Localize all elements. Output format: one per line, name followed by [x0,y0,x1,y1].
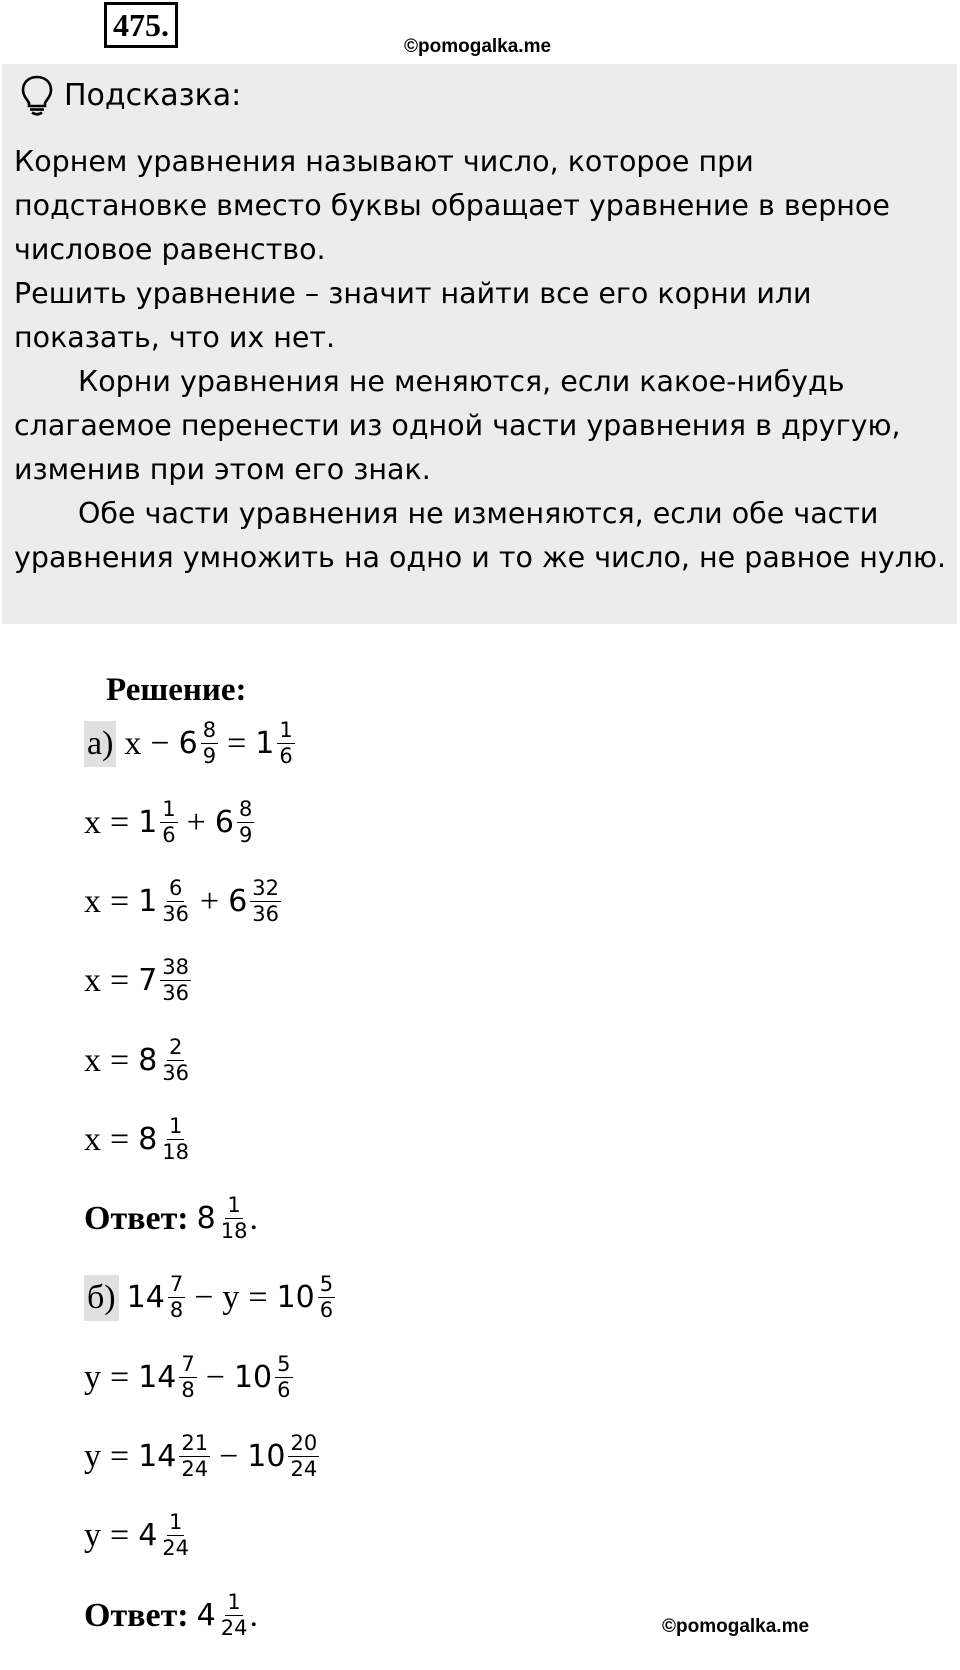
fraction [318,1272,335,1323]
whole-part: 8 [138,1122,158,1157]
denominator: 36 [252,902,280,926]
whole-part: 1 [138,805,158,840]
numerator: 8 [202,718,217,742]
denominator: 18 [162,1140,190,1164]
answer-label: Ответ: [84,1596,189,1634]
period: . [249,1596,258,1634]
whole-part: 1 [255,726,275,761]
equals-sign: = [110,1516,130,1554]
equation-a-6 [84,1114,191,1165]
solution-title: Решение: [106,672,247,708]
variable: y [222,1278,240,1316]
operator: + [186,803,206,841]
fraction [160,1510,191,1561]
denominator: 24 [290,1457,318,1481]
operator: − [205,1358,225,1396]
equals-sign: = [110,1120,130,1158]
whole-part: 10 [233,1360,273,1395]
whole-part: 6 [214,805,234,840]
variable: y [84,1358,101,1396]
fraction [250,876,281,927]
variable: y [84,1516,101,1554]
fraction [168,1272,185,1323]
equation-a-3 [84,876,281,927]
fraction [179,1352,196,1403]
numerator: 6 [168,876,183,900]
whole-part: 10 [247,1439,286,1474]
fraction [201,718,218,769]
part-a-label: а) [84,721,116,767]
variable: y [84,1437,101,1475]
denominator: 6 [277,1378,291,1402]
numerator: 1 [227,1590,241,1614]
denominator: 9 [202,744,217,768]
numerator: 20 [290,1431,318,1455]
operator: − [194,1278,214,1316]
fraction [179,1431,210,1482]
whole-part: 10 [276,1280,315,1315]
fraction [219,1193,250,1244]
whole-part: 14 [138,1439,177,1474]
period: . [249,1199,258,1237]
hint-paragraph: Корни уравнения не меняются, если какое-нибудь слагаемое перенести из одной части уравнения в другую, изменив при этом его знак. [14,365,901,486]
denominator: 8 [169,1298,184,1322]
watermark-top: ©pomogalka.me [404,36,552,57]
denominator: 6 [279,744,293,768]
numerator: 7 [169,1272,184,1296]
part-b-label: б) [84,1275,119,1321]
numerator: 32 [252,876,280,900]
numerator: 38 [162,955,190,979]
numerator: 21 [181,1431,209,1455]
numerator: 2 [168,1035,183,1059]
answer-label: Ответ: [84,1199,189,1237]
equals-sign: = [110,1041,130,1079]
equation-a-4 [84,955,191,1006]
whole-part: 7 [138,963,158,998]
hint-title: Подсказка: [64,77,242,113]
equals-sign: = [110,1358,130,1396]
numerator: 5 [319,1272,334,1296]
whole-part: 6 [178,726,198,761]
variable: x [84,1041,101,1079]
whole-part: 8 [138,1043,158,1078]
hint-text [14,140,954,580]
denominator: 6 [162,823,176,847]
equals-sign: = [110,803,130,841]
fraction [160,1035,191,1086]
operator: − [219,1437,239,1475]
equals-sign: = [110,1437,130,1475]
whole-part: 8 [196,1201,216,1236]
equation-a-5 [84,1035,191,1086]
hint-paragraph: Обе части уравнения не изменяются, если обе части уравнения умножить на одно и то же число, не равное нулю. [14,497,947,574]
equation-b-1 [84,1272,335,1323]
denominator: 18 [220,1219,248,1243]
equation-b-2 [84,1352,293,1403]
denominator: 24 [162,1536,190,1560]
equation-a-1 [84,718,295,769]
fraction [275,1352,292,1403]
fraction [160,955,191,1006]
watermark-bottom: ©pomogalka.me [662,1616,810,1637]
equation-b-4 [84,1510,191,1561]
variable: x [84,1120,101,1158]
equation-a-2 [84,797,254,848]
lightbulb-icon [20,74,54,116]
numerator: 1 [279,718,293,742]
answer-b [84,1590,258,1641]
hint-paragraph: Решить уравнение – значит найти все его корни или показать, что их нет. [14,277,812,354]
whole-part: 14 [126,1280,165,1315]
hint-box [2,64,957,624]
whole-part: 6 [228,884,248,919]
equals-sign: = [227,724,247,762]
numerator: 1 [162,797,176,821]
equals-sign: = [110,961,130,999]
variable: x [84,961,101,999]
numerator: 1 [168,1114,183,1138]
equals-sign: = [110,882,130,920]
variable: x [84,882,101,920]
hint-header [20,74,241,116]
variable: x [84,803,101,841]
denominator: 8 [181,1378,195,1402]
whole-part: 4 [138,1518,158,1553]
denominator: 9 [238,823,253,847]
denominator: 36 [162,1061,190,1085]
numerator: 8 [238,797,253,821]
whole-part: 4 [196,1598,216,1633]
whole-part: 14 [138,1360,177,1395]
fraction [160,1114,191,1165]
problem-number: 475. [104,2,178,48]
operator: + [200,882,220,920]
fraction [160,797,177,848]
numerator: 5 [277,1352,291,1376]
equals-sign: = [248,1278,268,1316]
hint-paragraph: Корнем уравнения называют число, которое при подстановке вместо буквы обращает уравнение в верное числовое равенство. [14,145,890,266]
denominator: 24 [220,1616,248,1640]
denominator: 36 [162,981,190,1005]
whole-part: 1 [138,884,158,919]
fraction [277,718,294,769]
fraction [160,876,191,927]
variable: x [124,724,142,762]
operator: − [150,724,170,762]
answer-a [84,1193,258,1244]
fraction [237,797,254,848]
numerator: 1 [227,1193,241,1217]
equation-b-3 [84,1431,319,1482]
numerator: 1 [168,1510,183,1534]
fraction [288,1431,319,1482]
fraction [219,1590,250,1641]
denominator: 6 [319,1298,334,1322]
denominator: 24 [181,1457,209,1481]
numerator: 7 [181,1352,195,1376]
denominator: 36 [162,902,190,926]
